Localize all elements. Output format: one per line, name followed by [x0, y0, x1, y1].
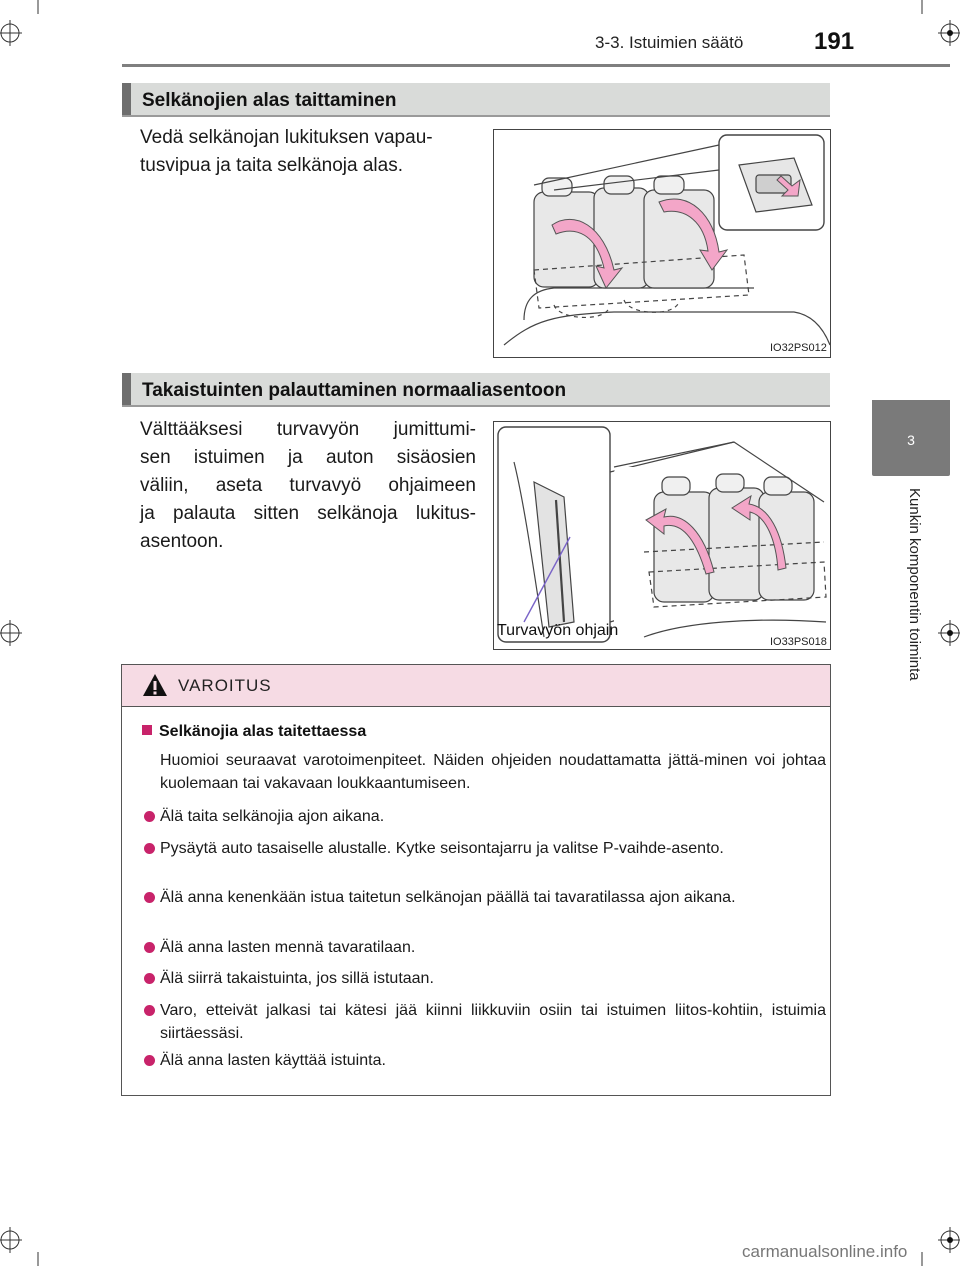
warning-intro: Huomioi seuraavat varotoimenpiteet. Näiden ohjeiden noudattamatta jättä-minen voi johtaa kuolemaan tai vakavaan loukkaantumiseen. [160, 752, 826, 792]
text-line: Vedä selkänojan lukituksen vapau- [140, 127, 433, 148]
warning-subtitle [142, 723, 366, 741]
warning-item [142, 805, 826, 828]
bullet-dot-icon [144, 1005, 155, 1016]
bullet-dot-icon [144, 843, 155, 854]
header-rule [122, 64, 950, 67]
bullet-dot-icon [144, 1055, 155, 1066]
section1-text [140, 124, 480, 180]
warning-item [142, 837, 826, 860]
warning-header [122, 665, 830, 707]
warning-item-text: Älä anna lasten mennä tavaratilaan. [160, 939, 416, 956]
section-title-restore [122, 373, 830, 407]
fold-down-illustration [494, 130, 831, 358]
text-line: sen istuimen ja auton sisäosien [140, 447, 476, 468]
warning-subtitle-text: Selkänojia alas taitettaessa [159, 723, 367, 740]
section-title-text: Takaistuinten palauttaminen normaaliasentoon [142, 380, 567, 401]
figure-code: IO32PS012 [770, 342, 827, 354]
text-line: väliin, aseta turvavyö ohjaimeen [140, 475, 476, 496]
page-number: 191 [814, 28, 855, 55]
bullet-dot-icon [144, 892, 155, 903]
warning-box [121, 664, 831, 1096]
warning-title: VAROITUS [178, 676, 272, 695]
warning-item-text: Älä anna kenenkään istua taitetun selkänojan päällä tai tavaratilassa ajon aikana. [160, 889, 736, 906]
warning-item-text: Älä siirrä takaistuinta, jos sillä istutaan. [160, 970, 434, 987]
square-bullet-icon [142, 725, 152, 735]
title-bar [122, 373, 131, 405]
warning-item [142, 967, 826, 990]
callout-belt-guide: Turvavyön ohjain [497, 622, 619, 639]
header-section-title: 3-3. Istuimien säätö [595, 33, 744, 52]
text-line: Välttääksesi turvavyön jumittumi- [140, 419, 476, 440]
figure-code: IO33PS018 [770, 636, 827, 648]
chapter-number: 3 [907, 432, 915, 448]
warning-item [142, 1049, 826, 1072]
warning-triangle-icon [142, 673, 168, 697]
warning-item-text: Älä taita selkänojia ajon aikana. [160, 808, 385, 825]
bullet-dot-icon [144, 811, 155, 822]
warning-item-text: Pysäytä auto tasaiselle alustalle. Kytke seisontajarru ja valitse P-vaihde-asento. [160, 840, 724, 857]
warning-item [142, 936, 826, 959]
watermark: carmanualsonline.info [742, 1242, 908, 1261]
text-line: ja palauta sitten selkänoja lukitus- [140, 503, 476, 524]
section2-text [140, 416, 476, 528]
warning-item-text: Varo, etteivät jalkasi tai kätesi jää kiinni liikkuviin osiin tai istuimen liitos-kohtiin, istuimia siirtäessäsi. [160, 1002, 826, 1042]
title-bar [122, 83, 131, 115]
warning-item-text: Älä anna lasten käyttää istuinta. [160, 1052, 386, 1069]
warning-item [142, 886, 826, 909]
chapter-tab [872, 400, 950, 476]
section-title-text: Selkänojien alas taittaminen [142, 90, 397, 111]
bullet-dot-icon [144, 973, 155, 984]
warning-item [142, 999, 826, 1045]
text-line: asentoon. [140, 531, 224, 552]
chapter-label: Kunkin komponentin toiminta [906, 488, 923, 681]
bullet-dot-icon [144, 942, 155, 953]
text-line: tusvipua ja taita selkänoja alas. [140, 155, 403, 176]
figure-fold-down [493, 129, 831, 358]
section-title-fold-down [122, 83, 830, 117]
figure-restore [493, 421, 831, 650]
restore-illustration [494, 422, 831, 650]
